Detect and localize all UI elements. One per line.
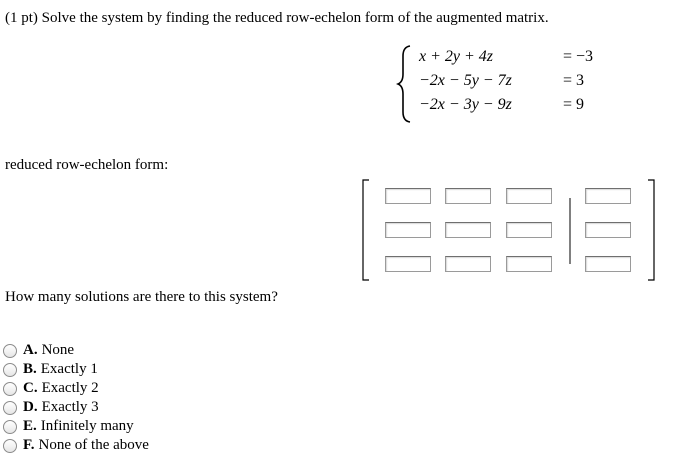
left-bracket-icon — [363, 180, 369, 280]
matrix-cell-r1-aug[interactable] — [585, 188, 631, 204]
right-bracket-icon — [648, 180, 654, 280]
radio-button[interactable] — [3, 420, 17, 434]
equation-lhs: −2x − 3y − 9z — [419, 96, 512, 113]
matrix-cell-r3-c1[interactable] — [385, 256, 431, 272]
left-brace-icon — [396, 44, 416, 124]
matrix-cell-r1-c3[interactable] — [506, 188, 552, 204]
option-d[interactable] — [3, 398, 149, 417]
option-b[interactable] — [3, 360, 149, 379]
option-letter: F. — [23, 437, 35, 453]
option-letter: B. — [23, 361, 37, 377]
matrix-cell-r2-c2[interactable] — [445, 222, 491, 238]
equation-system — [396, 44, 626, 124]
option-c[interactable] — [3, 379, 149, 398]
radio-button[interactable] — [3, 363, 17, 377]
problem-prompt: (1 pt) Solve the system by finding the reduced row-echelon form of the augmented matrix. — [5, 10, 549, 26]
option-label: Infinitely many — [40, 418, 134, 434]
equation-rhs: = 9 — [563, 96, 585, 113]
matrix-cell-r1-c1[interactable] — [385, 188, 431, 204]
answer-options — [3, 341, 149, 455]
option-f[interactable] — [3, 436, 149, 455]
option-label: Exactly 2 — [41, 380, 99, 396]
question-text: How many solutions are there to this system? — [5, 289, 278, 305]
matrix-cell-r2-aug[interactable] — [585, 222, 631, 238]
matrix-cell-r3-c3[interactable] — [506, 256, 552, 272]
option-e[interactable] — [3, 417, 149, 436]
rref-label: reduced row-echelon form: — [5, 157, 169, 173]
option-a[interactable] — [3, 341, 149, 360]
option-letter: E. — [23, 418, 37, 434]
radio-button[interactable] — [3, 382, 17, 396]
matrix-cell-r2-c3[interactable] — [506, 222, 552, 238]
option-letter: C. — [23, 380, 38, 396]
option-label: Exactly 3 — [41, 399, 99, 415]
matrix-cell-r1-c2[interactable] — [445, 188, 491, 204]
matrix-cell-r3-c2[interactable] — [445, 256, 491, 272]
equation-rhs: = −3 — [563, 48, 594, 65]
option-label: None of the above — [38, 437, 149, 453]
equation-lhs: −2x − 5y − 7z — [419, 72, 512, 89]
option-letter: D. — [23, 399, 38, 415]
option-label: Exactly 1 — [40, 361, 98, 377]
radio-button[interactable] — [3, 344, 17, 358]
matrix-cell-r3-aug[interactable] — [585, 256, 631, 272]
augmented-matrix — [361, 178, 656, 282]
radio-button[interactable] — [3, 439, 17, 453]
equation-rhs: = 3 — [563, 72, 585, 89]
matrix-cell-r2-c1[interactable] — [385, 222, 431, 238]
option-letter: A. — [23, 342, 38, 358]
equation-lhs: x + 2y + 4z — [419, 48, 494, 65]
radio-button[interactable] — [3, 401, 17, 415]
option-label: None — [41, 342, 75, 358]
